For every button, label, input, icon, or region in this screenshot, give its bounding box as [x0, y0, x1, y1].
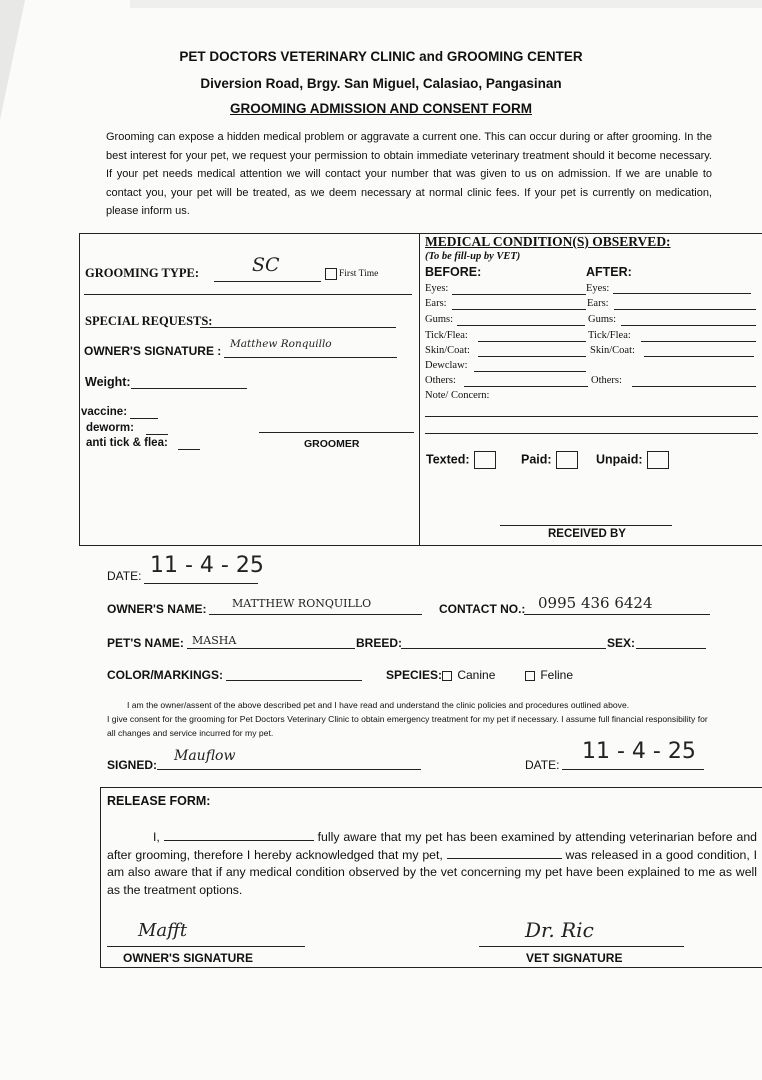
release-owner-signature-value: Mafft [138, 920, 188, 941]
before-others: Others: [425, 375, 456, 386]
anti-tick-label: anti tick & flea: [86, 437, 168, 449]
grooming-type-label: GROOMING TYPE: [85, 266, 200, 280]
first-time-label: First Time [339, 269, 379, 280]
feline-label: Feline [540, 668, 574, 682]
date-value: 11 - 4 - 25 [150, 553, 264, 578]
vet-signature-label: VET SIGNATURE [526, 951, 623, 965]
canine-label: Canine [457, 668, 496, 682]
contact-value: 0995 436 6424 [538, 594, 653, 612]
clinic-address: Diversion Road, Brgy. San Miguel, Calasiao, Pangasinan [200, 76, 562, 91]
after-others: Others: [591, 375, 622, 386]
owner-signature-label: OWNER'S SIGNATURE : [84, 344, 222, 358]
owner-signature-value: Matthew Ronquillo [230, 338, 332, 350]
pet-name-blank[interactable] [447, 847, 562, 859]
release-text [107, 829, 757, 899]
weight-label: Weight: [85, 375, 131, 389]
consent-line-1: I am the owner/assent of the above described pet and I have read and understand the clinic policies and procedures outlined above. [127, 700, 630, 710]
received-by-label: RECEIVED BY [548, 528, 626, 540]
color-markings-label: COLOR/MARKINGS: [107, 668, 223, 682]
after-tick: Tick/Flea: [588, 330, 631, 341]
before-eyes: Eyes: [425, 283, 449, 294]
after-gums: Gums: [588, 314, 617, 325]
form-title: GROOMING ADMISSION AND CONSENT FORM [230, 101, 532, 116]
sex-label: SEX: [607, 636, 636, 650]
scan-edge [130, 0, 762, 8]
release-owner-signature-label: OWNER'S SIGNATURE [123, 951, 253, 965]
consent-date-value: 11 - 4 - 25 [582, 739, 696, 764]
unpaid-label: Unpaid: [596, 452, 643, 467]
texted-option[interactable] [426, 451, 496, 469]
before-skin: Skin/Coat: [425, 345, 470, 356]
special-requests-label: SPECIAL REQUESTS: [85, 314, 213, 328]
release-text-part2: was released in a good condition, I am also aware that if any medical condition observed by the vet concerning my pet have been explained to me as well as the treatment options. [107, 847, 758, 897]
paid-checkbox[interactable] [556, 451, 578, 469]
canine-checkbox[interactable] [442, 671, 452, 681]
release-text-part1: fully aware that my pet has been examined by attending veterinarian before and after grooming, therefore I hereby acknowledged that my pet, [107, 830, 758, 862]
medical-title: MEDICAL CONDITION(S) OBSERVED: [425, 234, 671, 249]
note-concern-label: Note/ Concern: [425, 390, 490, 401]
release-i: I, [153, 830, 160, 844]
consent-line-2: I give consent for the grooming for Pet Doctors Veterinary Clinic to obtain emergency treatment for my pet if necessary. I assume full financial responsibility for all changes and service incurred for my pet. [107, 714, 708, 738]
after-eyes: Eyes: [586, 283, 610, 294]
owner-name-value: MATTHEW RONQUILLO [232, 597, 372, 610]
consent-date-label: DATE: [525, 758, 560, 772]
medical-subtitle: (To be fill-up by VET) [425, 251, 521, 262]
signed-label: SIGNED: [107, 758, 158, 772]
grooming-type-value: SC [252, 254, 280, 276]
owner-name-blank[interactable] [164, 829, 314, 841]
unpaid-option[interactable] [596, 451, 669, 469]
feline-option[interactable] [525, 668, 573, 682]
after-skin: Skin/Coat: [590, 345, 635, 356]
texted-label: Texted: [426, 452, 470, 467]
date-label: DATE: [107, 569, 142, 583]
species-label: SPECIES: [386, 668, 443, 682]
texted-checkbox[interactable] [474, 451, 496, 469]
after-ears: Ears: [587, 298, 609, 309]
intro-text: Grooming can expose a hidden medical problem or aggravate a current one. This can occur during or after grooming. In the best interest for your pet, we request your permission to obtain immediate veterinary treatment should it become necessary. If your pet needs medical attention we will contact your number that was given to us on admission. If we are unable to contact you, your pet will be treated, as we deem necessary at normal clinic fees. If your pet is currently on medication, please inform us. [106, 131, 712, 217]
first-time-option[interactable] [325, 268, 378, 280]
contact-label: CONTACT NO.: [439, 602, 526, 616]
signed-value: Mauflow [174, 748, 236, 764]
first-time-checkbox[interactable] [325, 268, 337, 280]
before-dewclaw: Dewclaw: [425, 360, 468, 371]
pet-name-value: MASHA [192, 634, 237, 647]
deworm-label: deworm: [86, 422, 134, 434]
clinic-name: PET DOCTORS VETERINARY CLINIC and GROOMING CENTER [179, 49, 583, 64]
box-divider [419, 233, 420, 546]
before-gums: Gums: [425, 314, 454, 325]
vet-signature-value: Dr. Ric [525, 918, 594, 942]
breed-label: BREED: [356, 636, 403, 650]
vaccine-label: vaccine: [81, 406, 128, 418]
pet-name-label: PET'S NAME: [107, 636, 184, 650]
paid-label: Paid: [521, 452, 552, 467]
unpaid-checkbox[interactable] [647, 451, 669, 469]
release-title: RELEASE FORM: [107, 794, 211, 808]
before-label: BEFORE: [425, 265, 482, 279]
canine-option[interactable] [442, 668, 495, 682]
owner-name-label: OWNER'S NAME: [107, 602, 207, 616]
groomer-label: GROOMER [304, 438, 360, 450]
feline-checkbox[interactable] [525, 671, 535, 681]
after-label: AFTER: [586, 265, 632, 279]
paid-option[interactable] [521, 451, 578, 469]
before-tick: Tick/Flea: [425, 330, 468, 341]
before-ears: Ears: [425, 298, 447, 309]
